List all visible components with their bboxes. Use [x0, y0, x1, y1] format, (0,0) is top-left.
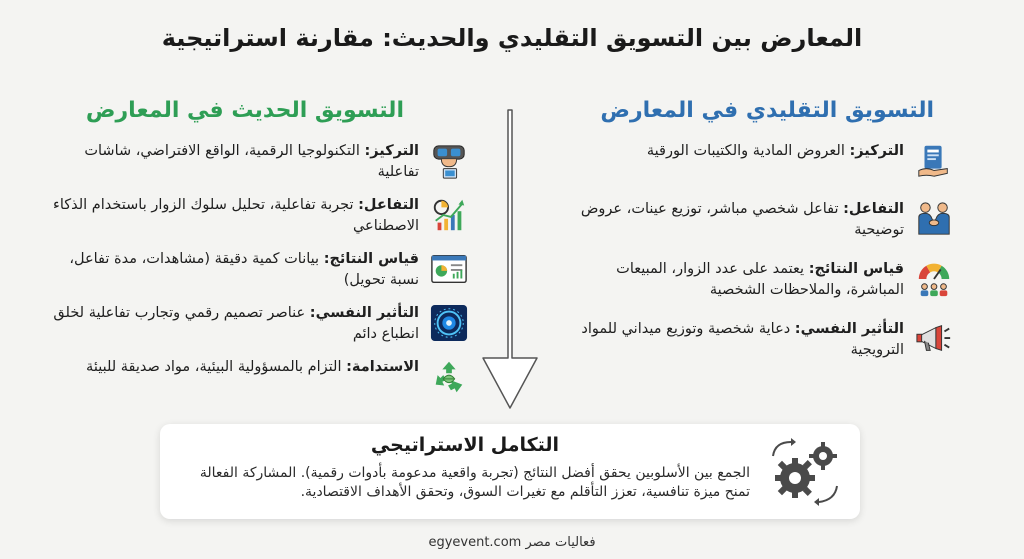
item-text: دعاية شخصية وتوزيع ميداني للمواد الترويجية — [581, 321, 904, 358]
traditional-item-psychology — [564, 319, 954, 361]
traditional-item-focus — [564, 141, 954, 181]
modern-heading: التسويق الحديث في المعارض — [85, 98, 404, 123]
traditional-item-interaction — [564, 199, 954, 241]
down-arrow — [455, 108, 565, 413]
modern-item-focus — [49, 141, 469, 183]
item-text: تفاعل شخصي مباشر، توزيع عينات، عروض توضيحية — [580, 201, 904, 238]
traditional-heading: التسويق التقليدي في المعارض — [600, 98, 934, 123]
modern-item-interaction — [49, 195, 469, 237]
page-title: المعارض بين التسويق التقليدي والحديث: مقارنة استراتيجية — [161, 24, 863, 52]
integration-title: التكامل الاستراتيجي — [370, 434, 560, 456]
item-text: تجربة تفاعلية، تحليل سلوك الزوار باستخدام الذكاء الاصطناعي — [53, 197, 419, 234]
item-label: قياس النتائج: — [323, 251, 419, 267]
gauge-icon — [914, 259, 954, 299]
footer-credit: فعاليات مصر egyevent.com — [428, 535, 596, 550]
item-label: التأثير النفسي: — [794, 321, 904, 337]
item-text: التزام بالمسؤولية البيئية، مواد صديقة للبيئة — [86, 359, 342, 375]
brochure-icon — [914, 141, 954, 181]
modern-item-measurement — [49, 249, 469, 291]
item-label: التركيز: — [849, 143, 904, 159]
item-label: التأثير النفسي: — [309, 305, 419, 321]
integration-body: الجمع بين الأسلوبين يحقق أفضل النتائج (تجربة واقعية مدعومة بأدوات رقمية). المشاركة الفعالة تمنح ميزة تنافسية، تعزز التأقلم مع تغيرات السوق، وتحقق الأهداف الاقتصادية. — [199, 465, 750, 500]
item-text: عناصر تصميم رقمي وتجارب تفاعلية لخلق انطباع دائم — [53, 305, 419, 342]
item-label: التفاعل: — [358, 197, 419, 213]
item-label: الاستدامة: — [346, 359, 419, 375]
handshake-icon — [914, 199, 954, 239]
item-label: قياس النتائج: — [808, 261, 904, 277]
item-text: بيانات كمية دقيقة (مشاهدات، مدة تفاعل، نسبة تحويل) — [69, 251, 419, 288]
gears-icon — [765, 436, 845, 508]
modern-item-sustainability — [49, 357, 469, 397]
item-text: العروض المادية والكتيبات الورقية — [646, 143, 845, 159]
item-text: يعتمد على عدد الزوار، المبيعات المباشرة، والملاحظات الشخصية — [616, 261, 904, 298]
item-label: التفاعل: — [843, 201, 904, 217]
modern-column — [49, 98, 469, 409]
integration-card — [160, 424, 860, 519]
megaphone-icon — [914, 319, 954, 359]
item-label: التركيز: — [364, 143, 419, 159]
modern-item-psychology — [49, 303, 469, 345]
item-text: التكنولوجيا الرقمية، الواقع الافتراضي، شاشات تفاعلية — [84, 143, 419, 180]
traditional-item-measurement — [564, 259, 954, 301]
traditional-column — [564, 98, 954, 379]
